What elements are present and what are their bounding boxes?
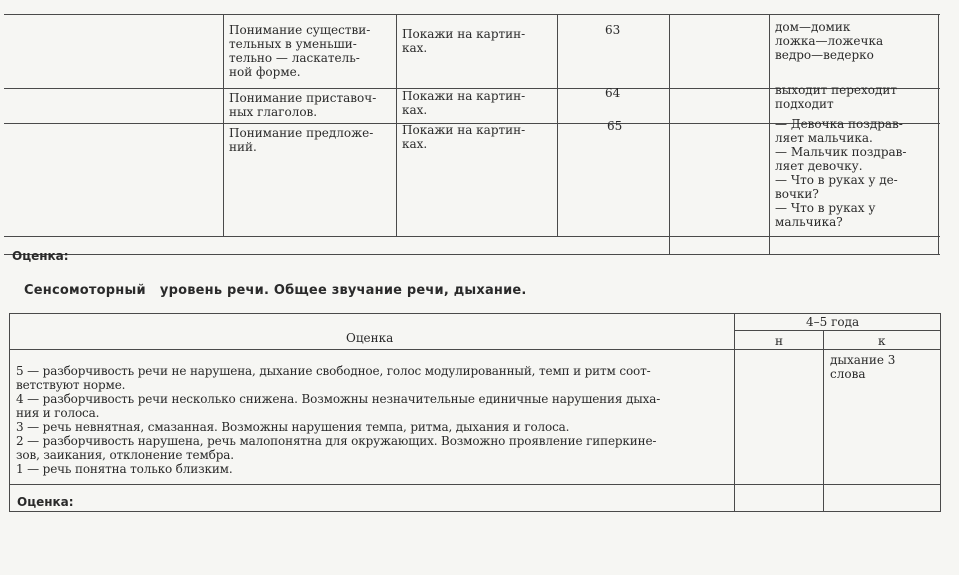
picture-number: 65 — [607, 119, 623, 133]
k-value: дыхание 3 слова — [830, 353, 896, 381]
table1-rule — [669, 14, 670, 255]
table1-rule — [396, 14, 397, 237]
table2-rule — [940, 313, 941, 512]
table2-rule — [734, 330, 941, 331]
table2-rule — [9, 313, 10, 512]
table2-rule — [9, 511, 941, 512]
section-title: Сенсомоторный уровень речи. Общее звучание речи, дыхание. — [24, 283, 527, 298]
score-label: Оценка: — [17, 495, 74, 509]
age-header: 4–5 года — [806, 315, 860, 329]
table2-rule — [734, 313, 735, 512]
table2-header-score: Оценка — [346, 331, 394, 345]
picture-number: 64 — [605, 86, 621, 100]
table2-rule — [823, 330, 824, 512]
criteria-text: 5 — разборчивость речи не нарушена, дыхание свободное, голос модулированный, темп и ритм соот- ветствуют норме. 4 — разборчивость речи несколько снижена. Возможны незначительные единичные нарушения дыха- ния и голоса. 3 — речь невнятная, смазанная. Возможны нарушения темпа, ритма, дыхания и голоса. 2 — разборчивость нарушена, речь малопонятна для окружающих. Возможно проявление гиперкине- зов, заикания, отклонение тембра. 1 — речь понятна только близким. — [16, 364, 661, 476]
instruction-cell: Покажи на картин- ках. — [402, 123, 526, 151]
task-cell: Понимание предложе- ний. — [229, 126, 374, 154]
picture-number: 63 — [605, 23, 621, 37]
task-cell: Понимание приставоч- ных глаголов. — [229, 91, 377, 119]
task-cell: Понимание существи- тельных в уменьши- тельно — ласкатель- ной форме. — [229, 23, 371, 79]
table2-rule — [9, 313, 941, 314]
table1-rule — [557, 14, 558, 237]
table2-rule — [9, 484, 941, 485]
column-n-header: н — [775, 334, 783, 348]
instruction-cell: Покажи на картин- ках. — [402, 89, 526, 117]
column-k-header: к — [878, 334, 886, 348]
instruction-cell: Покажи на картин- ках. — [402, 27, 526, 55]
words-cell: — Девочка поздрав- ляет мальчика. — Мальчик поздрав- ляет девочку. — Что в руках у де- вочки? — Что в руках у мальчика? — [775, 117, 907, 229]
table1-rule — [4, 254, 940, 255]
table1-rule — [938, 14, 939, 255]
table1-rule — [769, 14, 770, 255]
table1-rule — [223, 14, 224, 237]
table2-rule — [9, 349, 941, 350]
table1-rule — [4, 14, 940, 15]
score-label: Оценка: — [12, 249, 69, 263]
words-cell: дом—домик ложка—ложечка ведро—ведерко — [775, 20, 884, 62]
words-cell: выходит переходит подходит — [775, 83, 898, 111]
table1-rule — [4, 236, 940, 237]
